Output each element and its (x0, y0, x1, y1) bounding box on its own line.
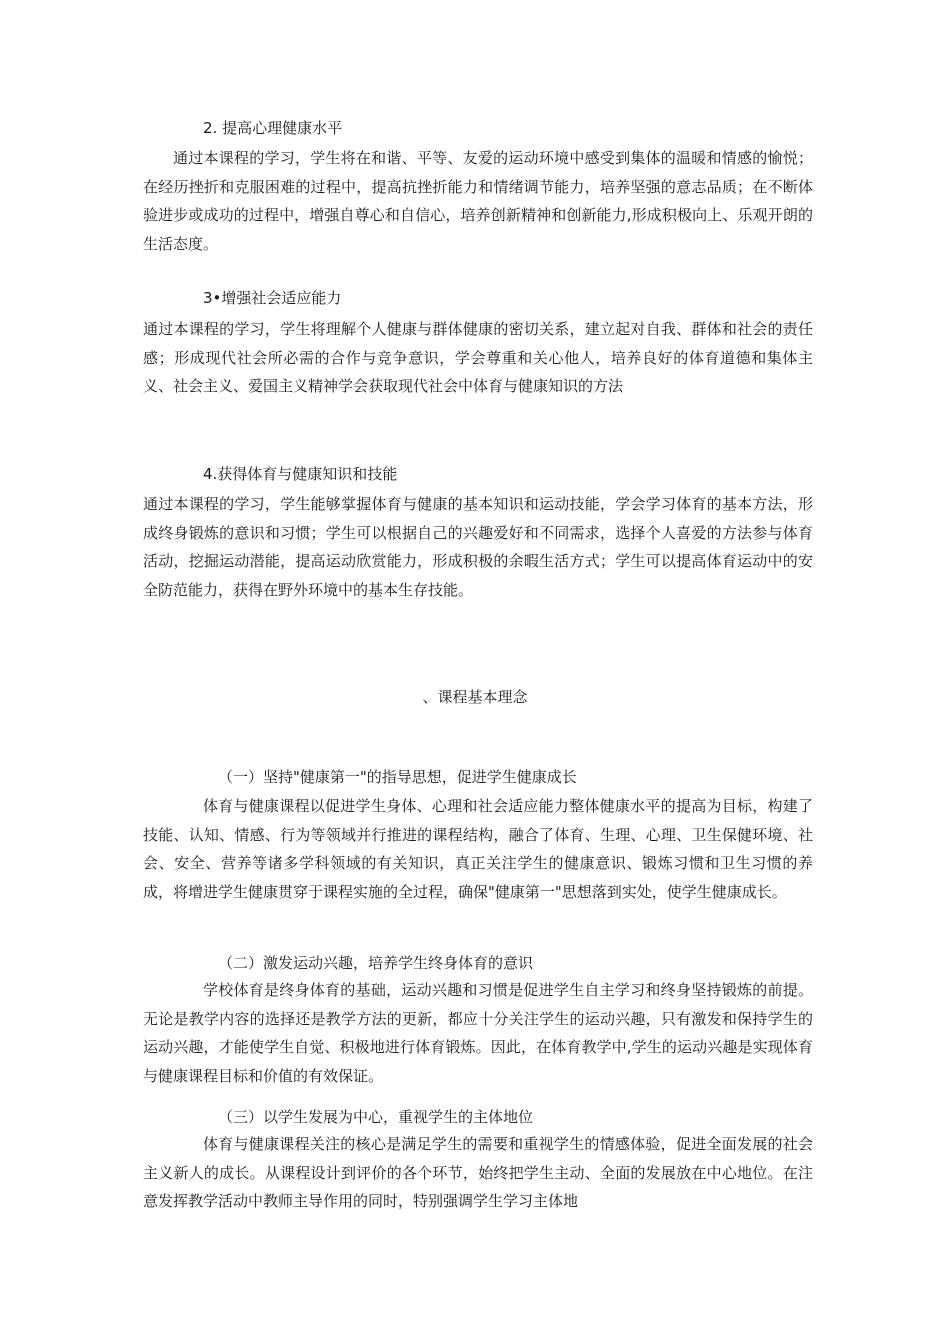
principle-body-health-first: 体育与健康课程以促进学生身体、心理和社会适应能力整体健康水平的提高为目标，构建了技能、认知、情感、行为等领域并行推进的课程结构，融合了体育、生理、心理、卫生保健环境、社会、安全、营养等诸多学科领域的有关知识，真正关注学生的健康意识、锻炼习惯和卫生习惯的养成，将增进学生健康贯穿于课程实施的全过程，确保"健康第一"思想落到实处，使学生健康成长。 (143, 797, 813, 901)
section-body-social-adaptation: 通过本课程的学习，学生将理解个人健康与群体健康的密切关系，建立起对自我、群体和社会的责任感；形成现代社会所必需的合作与竞争意识，学会尊重和关心他人，培养良好的体育道德和集体主义、社会主义、爱国主义精神学会获取现代社会中体育与健康知识的方法 (143, 320, 813, 395)
section-body-psychological-health: 通过本课程的学习，学生将在和谐、平等、友爱的运动环境中感受到集体的温暖和情感的愉悦；在经历挫折和克服困难的过程中，提高抗挫折能力和情绪调节能力，培养坚强的意志品质；在不断体验进步或成功的过程中，增强自尊心和自信心，培养创新精神和创新能力,形成积极向上、乐观开朗的生活态度。 (143, 149, 813, 253)
principle-heading-student-centered: （三）以学生发展为中心，重视学生的主体地位 (218, 1108, 534, 1126)
principle-heading-health-first: （一）坚持"健康第一"的指导思想，促进学生健康成长 (218, 768, 577, 786)
section-heading-psychological-health: 2. 提高心理健康水平 (203, 119, 343, 137)
section-heading-knowledge-skills: 4.获得体育与健康知识和技能 (203, 465, 398, 483)
section-body-knowledge-skills: 通过本课程的学习，学生能够掌握体育与健康的基本知识和运动技能，学会学习体育的基本方法，形成终身锻炼的意识和习惯；学生可以根据自己的兴趣爱好和不同需求，选择个人喜爱的方法参与体育活动，挖掘运动潜能，提高运动欣赏能力，形成积极的余暇生活方式；学生可以提高体育运动中的安全防范能力，获得在野外环境中的基本生存技能。 (143, 495, 813, 599)
principle-body-student-centered: 体育与健康课程关注的核心是满足学生的需要和重视学生的情感体验，促进全面发展的社会主义新人的成长。从课程设计到评价的各个环节，始终把学生主动、全面的发展放在中心地位。在注意发挥教学活动中教师主导作用的同时，特别强调学生学习主体地 (143, 1135, 813, 1210)
section-heading-social-adaptation: 3•增强社会适应能力 (203, 289, 342, 307)
principle-body-sport-interest: 学校体育是终身体育的基础，运动兴趣和习惯是促进学生自主学习和终身坚持锻炼的前提。无论是教学内容的选择还是教学方法的更新，都应十分关注学生的运动兴趣，只有激发和保持学生的运动兴趣，才能使学生自觉、积极地进行体育锻炼。因此，在体育教学中,学生的运动兴趣是实现体育与健康课程目标和价值的有效保证。 (143, 981, 813, 1085)
principle-heading-sport-interest: （二）激发运动兴趣，培养学生终身体育的意识 (218, 954, 534, 972)
part-title: 、课程基本理念 (422, 688, 528, 706)
